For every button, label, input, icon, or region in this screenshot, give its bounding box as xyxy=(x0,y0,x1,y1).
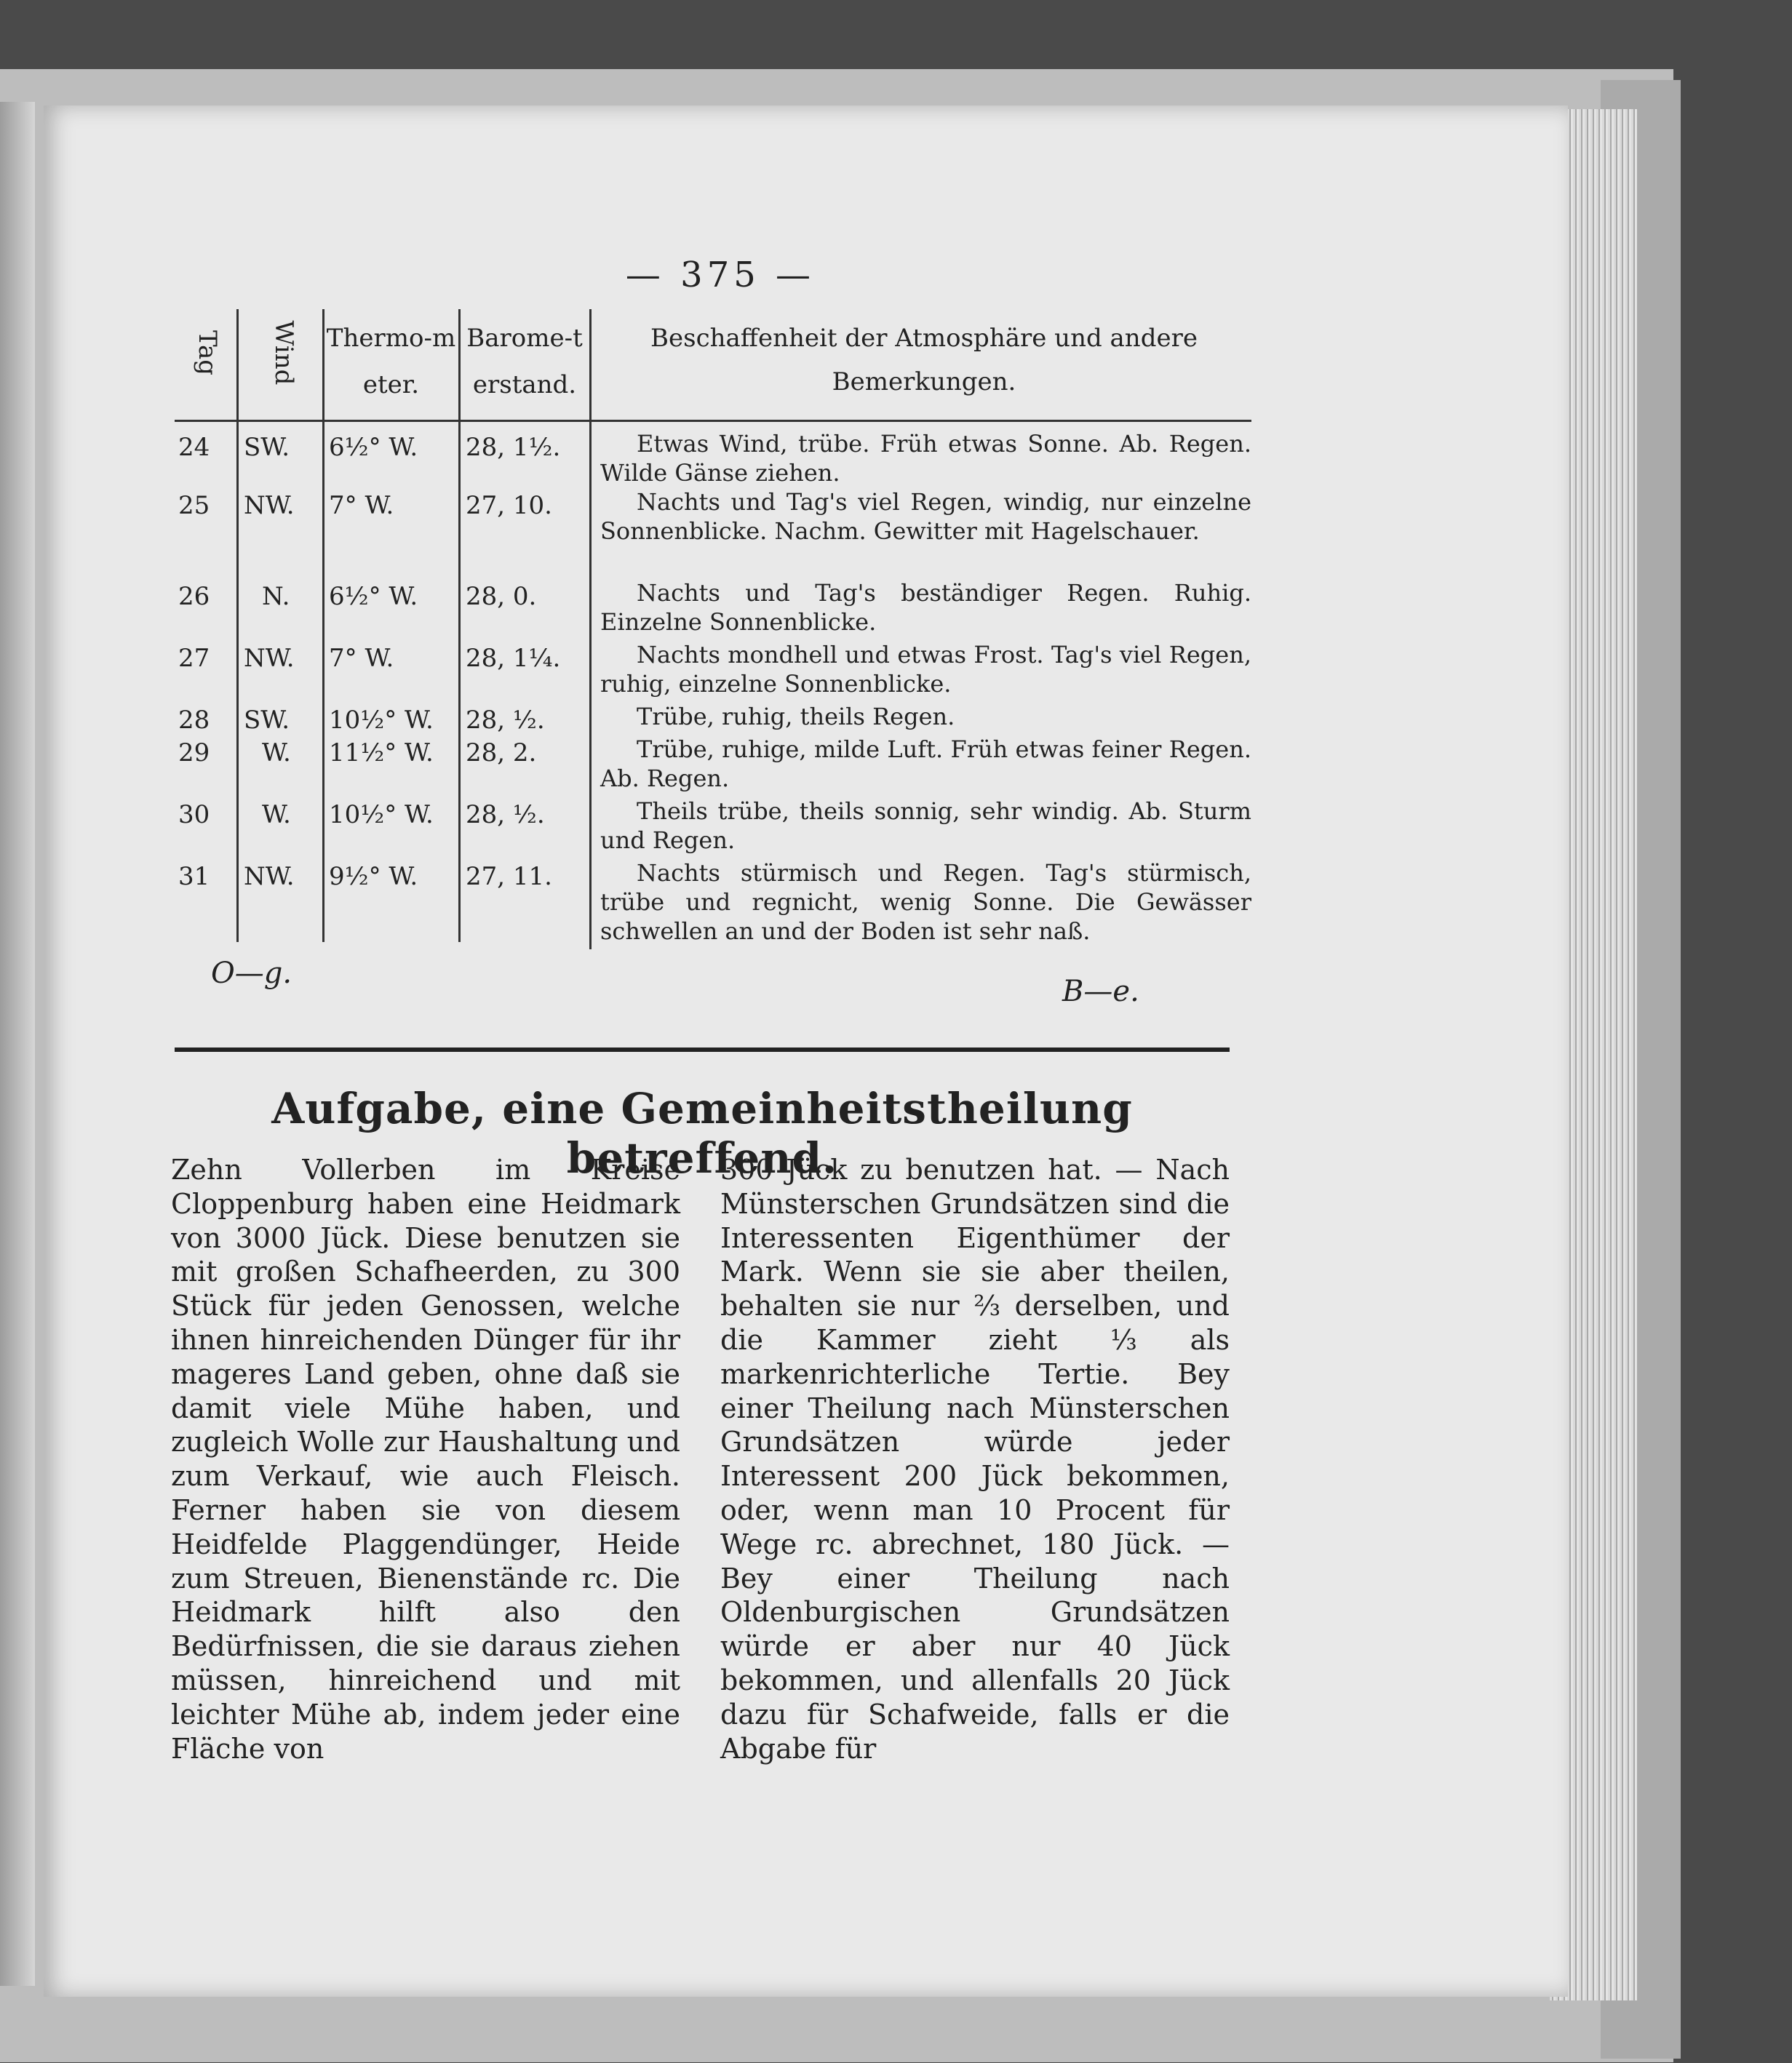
day-cell: 27 xyxy=(178,644,210,673)
wind-cell: NW. xyxy=(244,862,295,891)
text-column-left: Zehn Vollerben im Kreise Cloppenburg haben eine Heidmark von 3000 Jück. Diese benutzen sie mit großen Schafheerden, zu 300 Stück für jeden Genossen, welche ihnen hinreichenden Dünger für ihr mageres Land geben, ohne daß sie damit viele Mühe haben, und zugleich Wolle zur Haushaltung und zum Verkauf, wie auch Fleisch. Ferner haben sie von diesem Heidfelde Plaggendünger, Heide zum Streuen, Bienenstände rc. Die Heidmark hilft also den Bedürfnissen, die sie daraus ziehen müssen, hinreichend und mit leichter Mühe ab, indem jeder eine Fläche von xyxy=(171,1154,680,1765)
header-remarks: Beschaffenheit der Atmosphäre und andere Bemerkungen. xyxy=(650,324,1198,396)
remark-cell xyxy=(600,702,1251,731)
baro-cell: 27, 11. xyxy=(466,862,552,891)
baro-cell: 28, 1¼. xyxy=(466,644,561,673)
header-thermometer: Thermo-meter. xyxy=(326,324,456,399)
remark-text: Trübe, ruhige, milde Luft. Früh etwas feiner Regen. Ab. Regen. xyxy=(600,735,1251,792)
header-rule xyxy=(175,420,1251,422)
wind-cell: SW. xyxy=(244,433,290,462)
thermo-cell: 7° W. xyxy=(329,491,394,520)
thermo-cell: 7° W. xyxy=(329,644,394,673)
day-cell: 26 xyxy=(178,582,210,611)
column-divider xyxy=(236,309,239,942)
signature-initials-right: B—e. xyxy=(1062,975,1139,1008)
remark-cell xyxy=(600,858,1251,946)
page-number: — 375 — xyxy=(625,255,816,295)
day-cell: 28 xyxy=(178,706,210,735)
remark-text: Nachts und Tag's viel Regen, windig, nur einzelne Sonnenblicke. Nachm. Gewitter mit Hagelschauer. xyxy=(600,488,1251,545)
remark-cell xyxy=(600,578,1251,637)
signature-initials-left: O—g. xyxy=(211,957,292,990)
section-title: Aufgabe, eine Gemeinheitstheilung betreffend. xyxy=(271,1084,1133,1183)
wind-cell: NW. xyxy=(244,644,295,673)
remark-cell xyxy=(600,797,1251,855)
day-cell: 31 xyxy=(178,862,210,891)
remark-cell xyxy=(600,429,1251,487)
thermo-cell: 6½° W. xyxy=(329,582,418,611)
remark-cell xyxy=(600,487,1251,546)
thermo-cell: 6½° W. xyxy=(329,433,418,462)
day-cell: 24 xyxy=(178,433,210,462)
baro-cell: 28, 2. xyxy=(466,738,537,767)
day-cell: 25 xyxy=(178,491,210,520)
left-page-edge xyxy=(0,102,35,1986)
baro-cell: 28, 1½. xyxy=(466,433,561,462)
text-column-right: 300 Jück zu benutzen hat. — Nach Münsterschen Grundsätzen sind die Interessenten Eigenthümer der Mark. Wenn sie sie aber theilen, behalten sie nur ⅔ derselben, und die Kammer zieht ⅓ als markenrichterliche Tertie. Bey einer Theilung nach Münsterschen Grundsätzen würde jeder Interessent 200 Jück bekommen, oder, wenn man 10 Procent für Wege rc. abrechnet, 180 Jück. — Bey einer Theilung nach Oldenburgischen Grundsätzen würde er aber nur 40 Jück bekommen, und allenfalls 20 Jück dazu für Schafweide, falls er die Abgabe für xyxy=(720,1154,1230,1765)
section-divider xyxy=(175,1048,1230,1052)
wind-cell: NW. xyxy=(244,491,295,520)
baro-cell: 28, ½. xyxy=(466,706,545,735)
remark-text: Trübe, ruhig, theils Regen. xyxy=(637,703,955,730)
baro-cell: 27, 10. xyxy=(466,491,552,520)
remark-text: Nachts mondhell und etwas Frost. Tag's viel Regen, ruhig, einzelne Sonnenblicke. xyxy=(600,641,1251,698)
remark-cell xyxy=(600,640,1251,698)
remark-text: Etwas Wind, trübe. Früh etwas Sonne. Ab. Regen. Wilde Gänse ziehen. xyxy=(600,430,1251,487)
weather-table xyxy=(175,309,1251,949)
day-cell: 29 xyxy=(178,738,210,767)
column-divider xyxy=(589,309,592,949)
thermo-cell: 9½° W. xyxy=(329,862,418,891)
remark-text: Nachts stürmisch und Regen. Tag's stürmisch, trübe und regnicht, wenig Sonne. Die Gewässer schwellen an und der Boden ist sehr naß. xyxy=(600,859,1251,945)
thermo-cell: 11½° W. xyxy=(329,738,434,767)
wind-cell: W. xyxy=(262,738,291,767)
remark-cell xyxy=(600,735,1251,793)
header-day: Tag xyxy=(193,330,222,376)
wind-cell: SW. xyxy=(244,706,290,735)
header-wind: Wind xyxy=(269,320,298,386)
remark-text: Nachts und Tag's beständiger Regen. Ruhig. Einzelne Sonnenblicke. xyxy=(600,579,1251,636)
thermo-cell: 10½° W. xyxy=(329,800,434,829)
baro-cell: 28, ½. xyxy=(466,800,545,829)
remark-text: Theils trübe, theils sonnig, sehr windig. Ab. Sturm und Regen. xyxy=(600,797,1251,854)
header-barometer: Barome-terstand. xyxy=(466,324,583,399)
baro-cell: 28, 0. xyxy=(466,582,537,611)
wind-cell: W. xyxy=(262,800,291,829)
wind-cell: N. xyxy=(262,582,290,611)
thermo-cell: 10½° W. xyxy=(329,706,434,735)
day-cell: 30 xyxy=(178,800,210,829)
